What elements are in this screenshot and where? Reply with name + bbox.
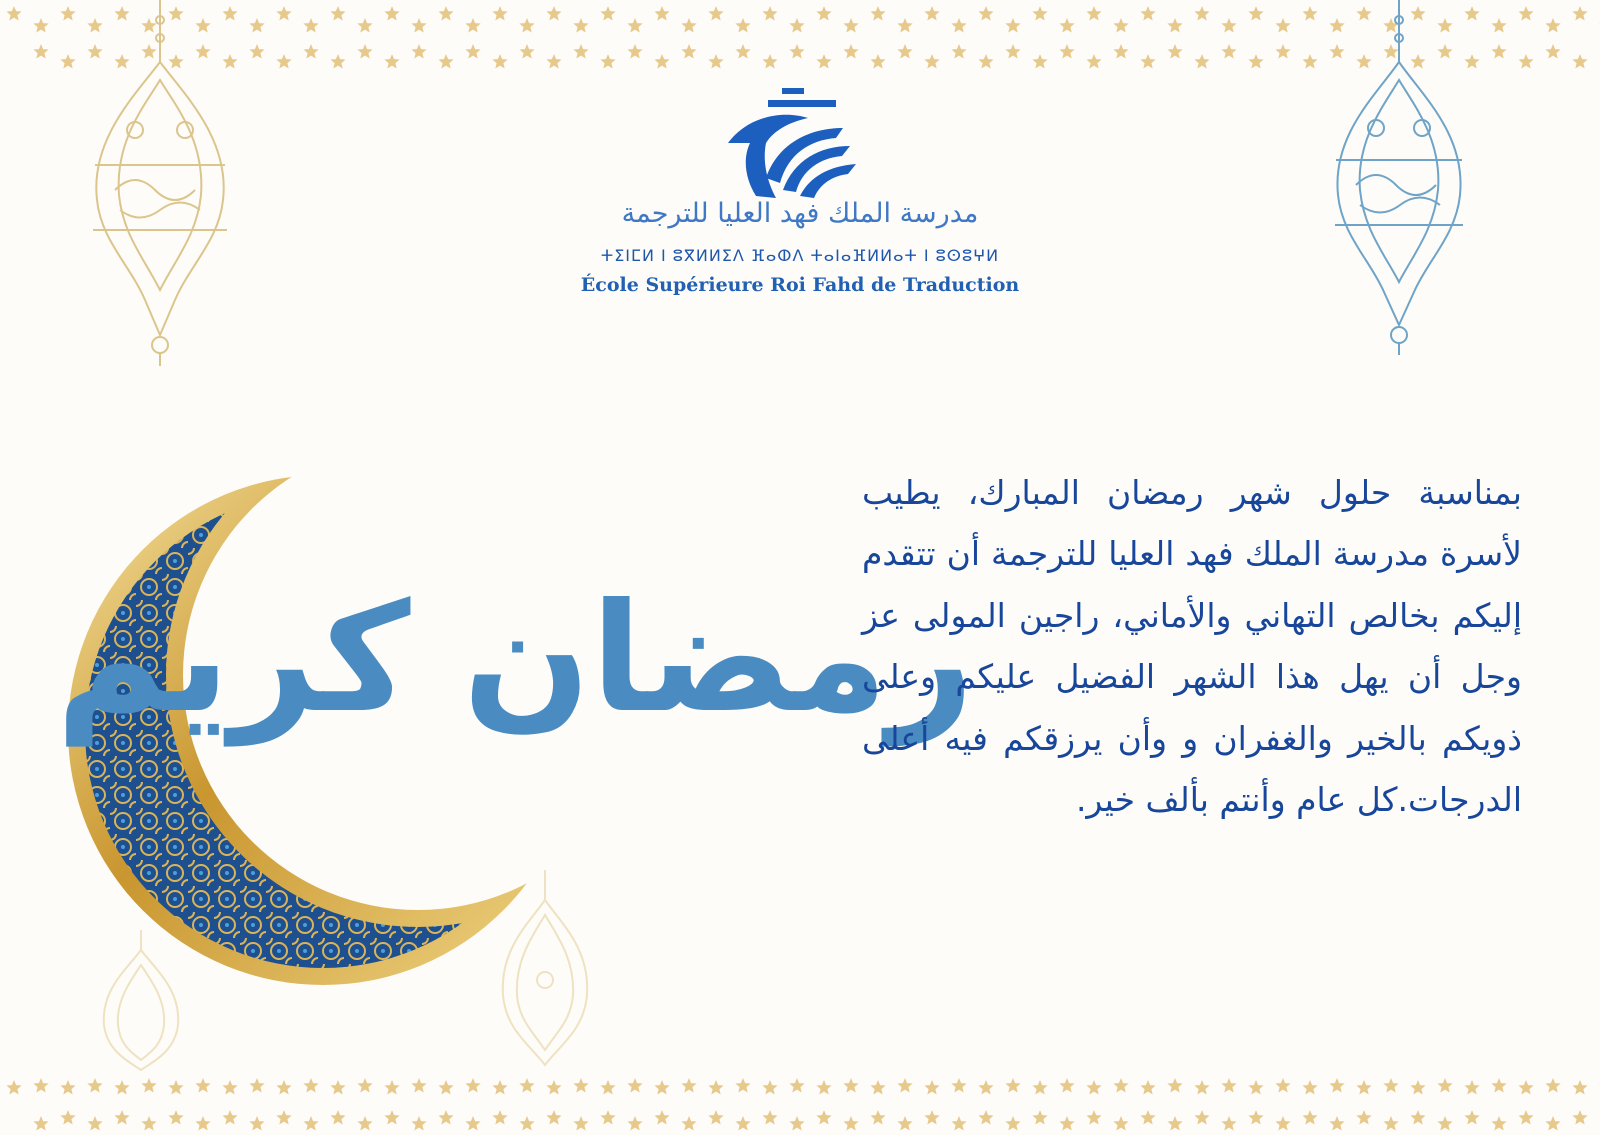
star-icon	[600, 1080, 615, 1095]
star-icon	[897, 18, 912, 33]
star-icon	[708, 6, 723, 21]
star-icon	[897, 44, 912, 59]
star-icon	[573, 1116, 588, 1131]
star-icon	[492, 1110, 507, 1125]
star-icon	[1059, 1116, 1074, 1131]
star-icon	[384, 54, 399, 69]
star-icon	[438, 1110, 453, 1125]
star-icon	[1086, 1080, 1101, 1095]
star-icon	[1167, 18, 1182, 33]
star-icon	[870, 1110, 885, 1125]
star-icon	[1140, 1080, 1155, 1095]
star-icon	[843, 44, 858, 59]
star-icon	[519, 44, 534, 59]
star-icon	[1491, 18, 1506, 33]
star-icon	[1518, 1080, 1533, 1095]
star-icon	[951, 1116, 966, 1131]
star-icon	[1302, 1110, 1317, 1125]
star-icon	[492, 54, 507, 69]
star-icon	[951, 18, 966, 33]
star-icon	[1140, 1110, 1155, 1125]
star-icon	[1167, 44, 1182, 59]
star-icon	[60, 54, 75, 69]
star-icon	[735, 1078, 750, 1093]
star-icon	[708, 54, 723, 69]
star-icon	[1221, 18, 1236, 33]
star-icon	[1275, 18, 1290, 33]
star-icon	[762, 1110, 777, 1125]
star-icon	[330, 1110, 345, 1125]
star-icon	[330, 6, 345, 21]
star-icon	[1383, 1116, 1398, 1131]
star-garland-bottom	[0, 1062, 1600, 1135]
star-icon	[1140, 54, 1155, 69]
star-icon	[1059, 44, 1074, 59]
star-icon	[1302, 1080, 1317, 1095]
star-icon	[546, 6, 561, 21]
ramadan-kareem-calligraphy	[55, 520, 975, 780]
school-name-arabic: مدرسة الملك فهد العليا للترجمة	[621, 198, 979, 229]
star-icon	[546, 1110, 561, 1125]
star-icon	[870, 1080, 885, 1095]
star-icon	[6, 1080, 21, 1095]
star-icon	[1194, 6, 1209, 21]
star-icon	[627, 44, 642, 59]
star-icon	[1410, 1110, 1425, 1125]
star-icon	[1410, 1080, 1425, 1095]
star-icon	[1248, 54, 1263, 69]
star-icon	[735, 44, 750, 59]
star-icon	[978, 1110, 993, 1125]
star-icon	[789, 44, 804, 59]
star-icon	[951, 1078, 966, 1093]
star-icon	[411, 1116, 426, 1131]
star-icon	[249, 1078, 264, 1093]
star-icon	[654, 54, 669, 69]
star-icon	[519, 1078, 534, 1093]
star-icon	[1059, 1078, 1074, 1093]
star-icon	[357, 44, 372, 59]
star-icon	[1464, 1110, 1479, 1125]
star-icon	[357, 1078, 372, 1093]
star-icon	[330, 54, 345, 69]
star-icon	[411, 18, 426, 33]
star-icon	[978, 6, 993, 21]
star-icon	[276, 1080, 291, 1095]
star-icon	[816, 1080, 831, 1095]
star-icon	[330, 1080, 345, 1095]
star-icon	[1113, 1078, 1128, 1093]
star-icon	[492, 6, 507, 21]
star-icon	[1005, 1116, 1020, 1131]
star-icon	[1572, 6, 1587, 21]
star-icon	[654, 6, 669, 21]
star-icon	[1491, 44, 1506, 59]
star-icon	[1518, 54, 1533, 69]
star-icon	[1194, 1110, 1209, 1125]
star-icon	[708, 1110, 723, 1125]
star-icon	[1032, 6, 1047, 21]
star-icon	[897, 1078, 912, 1093]
star-icon	[546, 54, 561, 69]
star-icon	[1167, 1078, 1182, 1093]
star-icon	[924, 1080, 939, 1095]
star-icon	[681, 18, 696, 33]
star-icon	[60, 6, 75, 21]
star-icon	[600, 54, 615, 69]
star-icon	[303, 1116, 318, 1131]
star-icon	[438, 6, 453, 21]
star-icon	[249, 44, 264, 59]
star-icon	[60, 1110, 75, 1125]
star-icon	[438, 54, 453, 69]
star-icon	[843, 18, 858, 33]
star-icon	[1167, 1116, 1182, 1131]
star-icon	[141, 1078, 156, 1093]
star-icon	[1545, 1078, 1560, 1093]
star-icon	[519, 18, 534, 33]
star-icon	[789, 1116, 804, 1131]
blue-lantern-icon	[1318, 0, 1480, 355]
greeting-message: بمناسبة حلول شهر رمضان المبارك، يطيب لأسرة مدرسة الملك فهد العليا للترجمة أن تتقدم إليكم بخالص التهاني والأماني، راجين المولى عز وجل أن يهل هذا الشهر الفضيل عليكم وعلى ذويكم بالخير والغفران و وأن يرزقكم فيه أعلى الدرجات.كل عام وأنتم بألف خير.	[862, 473, 1522, 820]
star-icon	[384, 1110, 399, 1125]
star-icon	[600, 1110, 615, 1125]
star-icon	[33, 1116, 48, 1131]
star-icon	[843, 1078, 858, 1093]
star-icon	[1545, 44, 1560, 59]
school-logo	[560, 88, 1040, 308]
star-icon	[465, 18, 480, 33]
star-icon	[1113, 44, 1128, 59]
star-icon	[870, 6, 885, 21]
star-icon	[735, 18, 750, 33]
star-icon	[1275, 1078, 1290, 1093]
star-icon	[60, 1080, 75, 1095]
star-icon	[924, 54, 939, 69]
star-icon	[141, 1116, 156, 1131]
star-icon	[492, 1080, 507, 1095]
star-icon	[87, 1078, 102, 1093]
star-icon	[195, 1116, 210, 1131]
svg-text:رمضان كريم: رمضان كريم	[55, 572, 975, 746]
star-icon	[573, 1078, 588, 1093]
star-icon	[600, 6, 615, 21]
school-logo-icon	[728, 88, 858, 203]
star-icon	[357, 18, 372, 33]
star-icon	[654, 1080, 669, 1095]
star-icon	[1437, 1078, 1452, 1093]
star-icon	[762, 1080, 777, 1095]
star-icon	[762, 54, 777, 69]
star-icon	[1329, 1078, 1344, 1093]
star-icon	[303, 44, 318, 59]
star-icon	[681, 1078, 696, 1093]
star-icon	[1464, 1080, 1479, 1095]
star-icon	[1140, 6, 1155, 21]
star-icon	[978, 1080, 993, 1095]
star-icon	[384, 6, 399, 21]
star-icon	[1275, 44, 1290, 59]
star-icon	[546, 1080, 561, 1095]
star-icon	[1086, 1110, 1101, 1125]
star-icon	[465, 44, 480, 59]
star-icon	[6, 6, 21, 21]
star-icon	[1437, 1116, 1452, 1131]
star-icon	[114, 1080, 129, 1095]
star-icon	[168, 1080, 183, 1095]
star-icon	[1005, 18, 1020, 33]
star-icon	[816, 6, 831, 21]
star-icon	[627, 18, 642, 33]
star-icon	[1545, 1116, 1560, 1131]
star-icon	[627, 1078, 642, 1093]
star-icon	[681, 1116, 696, 1131]
star-icon	[276, 6, 291, 21]
star-icon	[357, 1116, 372, 1131]
star-icon	[1221, 44, 1236, 59]
star-icon	[438, 1080, 453, 1095]
star-icon	[114, 1110, 129, 1125]
star-icon	[762, 6, 777, 21]
star-icon	[276, 54, 291, 69]
star-icon	[1032, 1080, 1047, 1095]
star-icon	[1545, 18, 1560, 33]
star-icon	[1005, 44, 1020, 59]
star-icon	[978, 54, 993, 69]
star-icon	[384, 1080, 399, 1095]
star-icon	[195, 1078, 210, 1093]
star-icon	[411, 1078, 426, 1093]
star-icon	[1113, 18, 1128, 33]
star-icon	[1194, 54, 1209, 69]
star-icon	[573, 18, 588, 33]
star-icon	[465, 1116, 480, 1131]
star-icon	[1491, 1116, 1506, 1131]
star-icon	[1356, 1110, 1371, 1125]
star-icon	[1194, 1080, 1209, 1095]
star-icon	[1275, 1116, 1290, 1131]
star-icon	[33, 18, 48, 33]
star-icon	[735, 1116, 750, 1131]
star-icon	[168, 1110, 183, 1125]
star-icon	[924, 1110, 939, 1125]
school-name-tifinagh: ⵜⵉⵏⵎⵍ ⵏ ⵓⴳⵍⵍⵉⴷ ⴼⴰⵀⴷ ⵜⴰⵏⴰⴼⵍⵍⴰⵜ ⵏ ⵓⵙⵓⵖⵍ	[600, 246, 1000, 265]
star-icon	[1572, 1110, 1587, 1125]
star-icon	[897, 1116, 912, 1131]
star-icon	[249, 18, 264, 33]
star-icon	[1572, 1080, 1587, 1095]
star-icon	[1518, 6, 1533, 21]
star-icon	[1221, 1078, 1236, 1093]
star-icon	[1383, 1078, 1398, 1093]
star-icon	[1518, 1110, 1533, 1125]
star-icon	[1572, 54, 1587, 69]
star-icon	[870, 54, 885, 69]
star-icon	[1113, 1116, 1128, 1131]
star-icon	[303, 18, 318, 33]
star-icon	[1248, 1110, 1263, 1125]
star-icon	[924, 6, 939, 21]
star-icon	[654, 1110, 669, 1125]
star-icon	[681, 44, 696, 59]
star-icon	[33, 1078, 48, 1093]
star-icon	[1086, 54, 1101, 69]
star-icon	[951, 44, 966, 59]
star-icon	[789, 1078, 804, 1093]
star-icon	[519, 1116, 534, 1131]
star-icon	[573, 44, 588, 59]
gold-lantern-icon	[75, 0, 245, 370]
star-icon	[1329, 1116, 1344, 1131]
star-icon	[708, 1080, 723, 1095]
star-icon	[303, 1078, 318, 1093]
star-icon	[1086, 6, 1101, 21]
school-name-french: École Supérieure Roi Fahd de Traduction	[580, 274, 1020, 296]
star-icon	[1356, 1080, 1371, 1095]
star-icon	[1032, 54, 1047, 69]
star-icon	[816, 1110, 831, 1125]
star-icon	[33, 44, 48, 59]
star-icon	[276, 1110, 291, 1125]
star-icon	[465, 1078, 480, 1093]
star-icon	[411, 44, 426, 59]
star-icon	[87, 1116, 102, 1131]
star-icon	[1005, 1078, 1020, 1093]
star-icon	[843, 1116, 858, 1131]
star-icon	[1248, 1080, 1263, 1095]
star-icon	[222, 1080, 237, 1095]
star-icon	[1221, 1116, 1236, 1131]
star-icon	[1059, 18, 1074, 33]
star-icon	[1302, 6, 1317, 21]
star-icon	[816, 54, 831, 69]
star-icon	[1248, 6, 1263, 21]
star-icon	[249, 1116, 264, 1131]
star-icon	[1032, 1110, 1047, 1125]
star-icon	[627, 1116, 642, 1131]
star-icon	[1302, 54, 1317, 69]
star-icon	[222, 1110, 237, 1125]
star-icon	[1491, 1078, 1506, 1093]
star-icon	[789, 18, 804, 33]
